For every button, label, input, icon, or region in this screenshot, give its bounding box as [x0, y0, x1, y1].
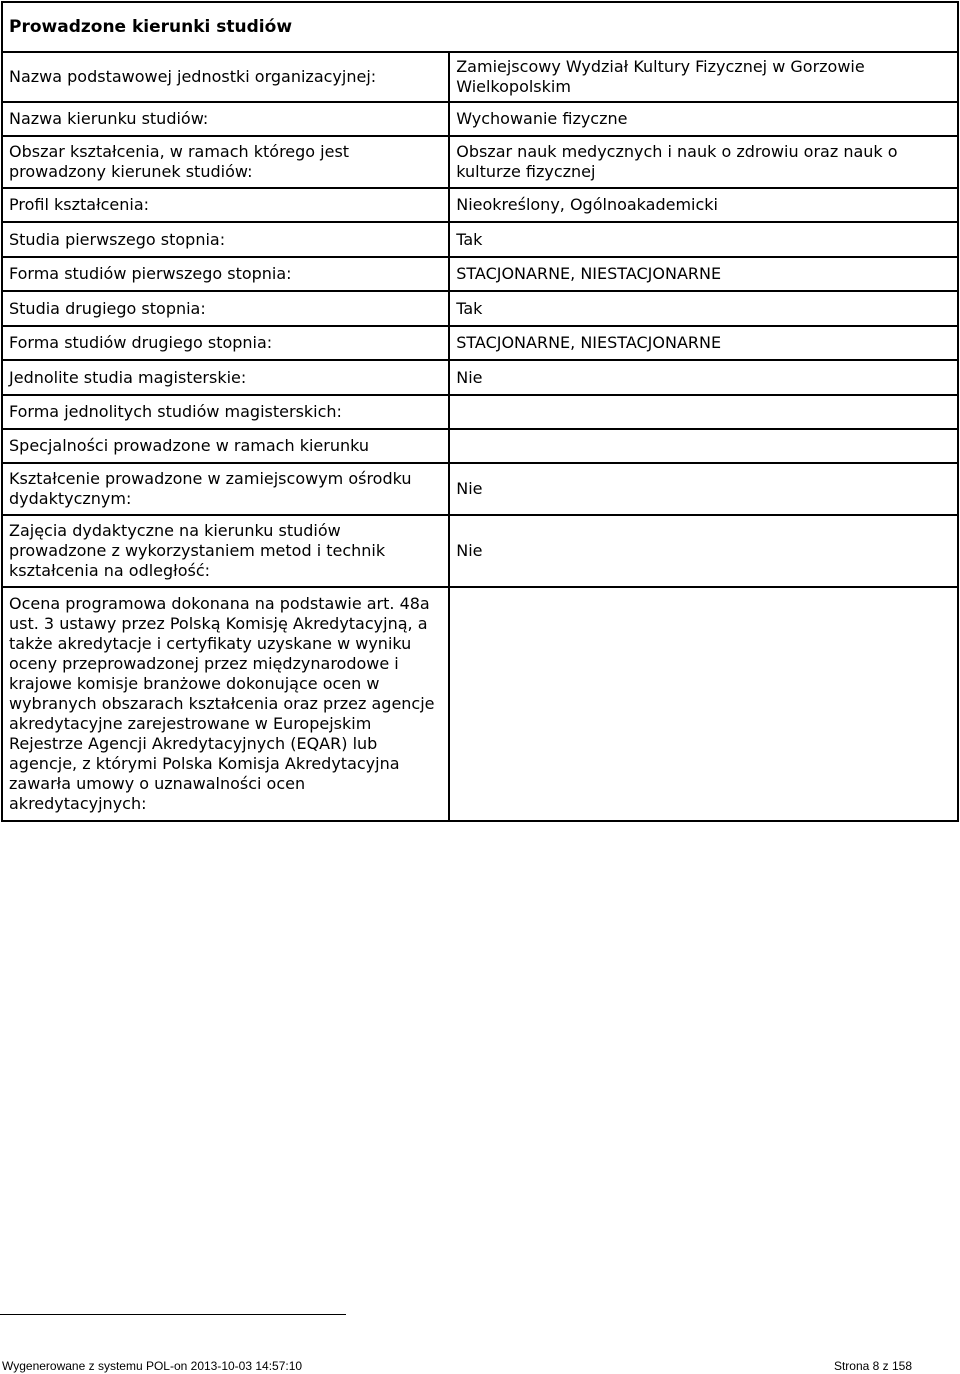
table-row — [2, 587, 958, 821]
row-value — [449, 587, 958, 821]
row-value: Wychowanie fizyczne — [449, 102, 958, 136]
table-row — [2, 136, 958, 188]
row-label: Specjalności prowadzone w ramach kierunku — [2, 429, 449, 463]
row-value: Nie — [449, 360, 958, 395]
footer-generated: Wygenerowane z systemu POL-on 2013-10-03 14:57:10 — [2, 1359, 303, 1373]
table-row — [2, 463, 958, 515]
table-row — [2, 222, 958, 257]
row-value: Nie — [449, 463, 958, 515]
row-label: Nazwa podstawowej jednostki organizacyjnej: — [2, 52, 449, 102]
row-label: Forma studiów pierwszego stopnia: — [2, 257, 449, 291]
row-label: Kształcenie prowadzone w zamiejscowym ośrodku dydaktycznym: — [2, 463, 449, 515]
row-label: Ocena programowa dokonana na podstawie art. 48a ust. 3 ustawy przez Polską Komisję Akredytacyjną, a także akredytacje i certyfikaty uzyskane w wyniku oceny przeprowadzonej przez międzynarodowe i krajowe komisje branżowe dokonujące ocen w wybranych obszarach kształcenia oraz przez agencje akredytacyjne zarejestrowane w Europejskim Rejestrze Agencji Akredytacyjnych (EQAR) lub agencje, z którymi Polska Komisja Akredytacyjna zawarła umowy o uznawalności ocen akredytacyjnych: — [2, 587, 449, 821]
row-value: STACJONARNE, NIESTACJONARNE — [449, 326, 958, 360]
row-value: Nieokreślony, Ogólnoakademicki — [449, 188, 958, 222]
study-programs-table — [1, 1, 959, 822]
section-title: Prowadzone kierunki studiów — [2, 2, 958, 52]
row-value: Tak — [449, 222, 958, 257]
row-label: Nazwa kierunku studiów: — [2, 102, 449, 136]
table-row — [2, 360, 958, 395]
footnote-divider — [0, 1314, 346, 1315]
table-row — [2, 395, 958, 429]
table-row — [2, 188, 958, 222]
table-row — [2, 291, 958, 326]
footer-page-number: Strona 8 z 158 — [833, 1359, 912, 1373]
row-label: Profil kształcenia: — [2, 188, 449, 222]
row-value: Zamiejscowy Wydział Kultury Fizycznej w Gorzowie Wielkopolskim — [449, 52, 958, 102]
row-label: Studia drugiego stopnia: — [2, 291, 449, 326]
row-value — [449, 429, 958, 463]
row-label: Obszar kształcenia, w ramach którego jest prowadzony kierunek studiów: — [2, 136, 449, 188]
table-row — [2, 515, 958, 587]
table-row — [2, 52, 958, 102]
row-label: Forma jednolitych studiów magisterskich: — [2, 395, 449, 429]
section-header-row — [2, 2, 958, 52]
row-value: Obszar nauk medycznych i nauk o zdrowiu oraz nauk o kulturze fizycznej — [449, 136, 958, 188]
table-row — [2, 102, 958, 136]
row-label: Studia pierwszego stopnia: — [2, 222, 449, 257]
table-row — [2, 257, 958, 291]
row-value: Nie — [449, 515, 958, 587]
table-row — [2, 429, 958, 463]
row-value: Tak — [449, 291, 958, 326]
row-label: Zajęcia dydaktyczne na kierunku studiów prowadzone z wykorzystaniem metod i technik kształcenia na odległość: — [2, 515, 449, 587]
row-label: Jednolite studia magisterskie: — [2, 360, 449, 395]
row-value — [449, 395, 958, 429]
table-row — [2, 326, 958, 360]
row-label: Forma studiów drugiego stopnia: — [2, 326, 449, 360]
row-value: STACJONARNE, NIESTACJONARNE — [449, 257, 958, 291]
